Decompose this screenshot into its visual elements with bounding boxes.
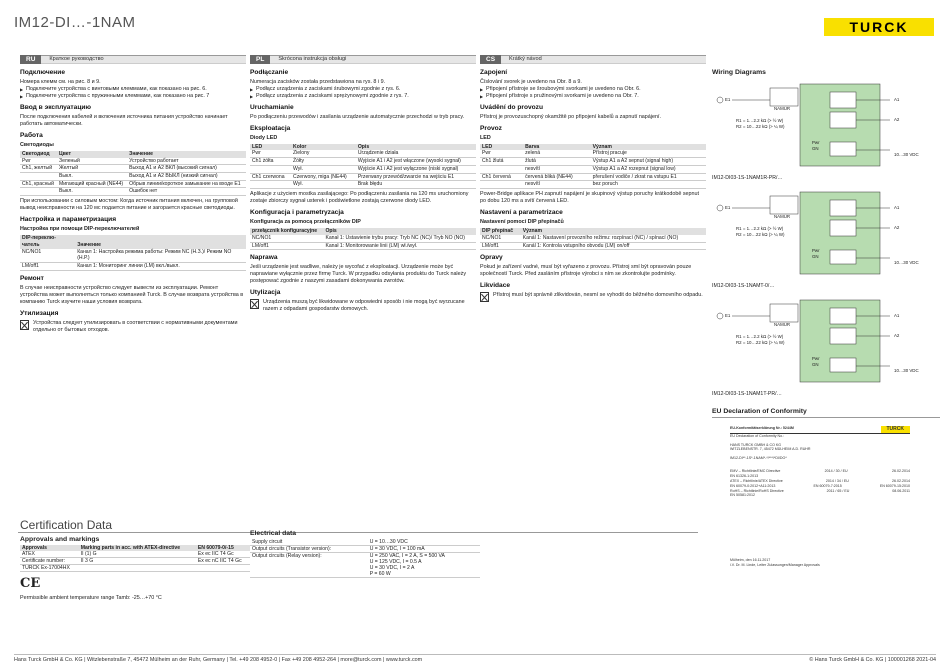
table-row bbox=[20, 188, 246, 196]
paragraph: Přístroj musí být správně zlikvidován, nesmí se vyhodit do běžného domovního odpadu. bbox=[493, 291, 703, 298]
table-row bbox=[250, 242, 476, 250]
table-cell: Přístroj pracuje bbox=[591, 150, 706, 157]
table-header-cell: przełącznik konfiguracyjne bbox=[250, 228, 323, 235]
table-cell: Устройство работает bbox=[127, 158, 246, 165]
wiring-label: A1 bbox=[894, 205, 900, 210]
table-cell bbox=[79, 565, 196, 572]
wiring-label: R2 = 10…22 kΩ (> ¼ W) bbox=[736, 340, 785, 345]
disposal-bin-icon bbox=[480, 292, 489, 302]
table-header-cell: Цвет bbox=[57, 151, 127, 158]
eu-doc-sub: EU Declaration of Conformity No.: bbox=[730, 433, 785, 438]
document-title: IM12-DI…-1NAM bbox=[14, 14, 136, 31]
language-title: Skrócona instrukcja obsługi bbox=[278, 55, 347, 62]
table-cell: Kanál 1: Kontrola vstupního obvodu (LM) on/off bbox=[521, 242, 706, 250]
table-cell: II (1) G bbox=[79, 551, 196, 558]
section-heading: Likvidace bbox=[480, 282, 511, 290]
table-row bbox=[20, 565, 250, 572]
input-block bbox=[770, 88, 798, 106]
table-cell: NC/NO1 bbox=[480, 235, 521, 242]
table-cell: Przerwany przewód/zwarcie na wejściu E1 bbox=[356, 173, 476, 181]
table-cell: Ch1 žlutá bbox=[480, 158, 523, 166]
paragraph: Numeracja zacisków została przedstawiona na rys. 8 i 9. bbox=[250, 78, 386, 85]
approvals-table bbox=[20, 545, 250, 572]
section-heading: Uruchamianie bbox=[250, 104, 294, 112]
section-heading: Ремонт bbox=[20, 274, 44, 282]
table-cell: Ch1, желтый bbox=[20, 165, 57, 173]
table-cell: Желтый bbox=[57, 165, 127, 173]
disposal-bin-icon bbox=[250, 299, 259, 309]
output-block bbox=[830, 328, 856, 344]
table-cell: červená bliká (NE44) bbox=[523, 173, 591, 181]
subheading: Konfiguracja za pomocą przełączników DIP bbox=[250, 219, 361, 225]
table-row bbox=[480, 235, 706, 242]
subheading: Diody LED bbox=[250, 134, 278, 141]
wiring-label: GN bbox=[812, 362, 819, 367]
table-row bbox=[20, 165, 246, 173]
table-cell bbox=[196, 565, 250, 572]
subheading: Светодиоды bbox=[20, 141, 54, 148]
section-heading: Konfiguracja i parametryzacja bbox=[250, 209, 344, 217]
table-cell: Канал 1: Мониторинг линии (LM) вкл./выкл. bbox=[75, 263, 246, 271]
approvals-heading: Approvals and markings bbox=[20, 536, 100, 543]
dip-table bbox=[20, 235, 246, 271]
table-header-cell: Opis bbox=[323, 228, 476, 235]
wiring-label: A2 bbox=[894, 225, 900, 230]
section-heading: Provoz bbox=[480, 124, 502, 132]
table-cell: TURCK Ex-17004HX bbox=[20, 565, 79, 572]
eu-doc-number: 5244M bbox=[782, 426, 794, 430]
table-cell: Wył. bbox=[291, 165, 356, 173]
table-cell: Ошибок нет bbox=[127, 188, 246, 196]
table-cell: ATEX bbox=[20, 551, 79, 558]
table-cell bbox=[480, 165, 523, 173]
table-cell: nesvítí bbox=[523, 181, 591, 189]
subheading: Настройка при помощи DIP-переключателей bbox=[20, 226, 140, 233]
language-bar bbox=[480, 55, 706, 64]
eu-signer: i.V. Dr. M. Linde, Leiter Zulassungen/Manager Approvals bbox=[730, 563, 820, 568]
section-heading: Opravy bbox=[480, 254, 503, 262]
output-block bbox=[830, 112, 856, 128]
table-row bbox=[480, 173, 706, 181]
eu-declaration-document bbox=[730, 420, 910, 620]
ce-mark: CE bbox=[20, 576, 41, 591]
eu-standard-cell: 2014 / 34 / EU bbox=[825, 478, 849, 483]
table-cell: Ex ec IIC T4 Gc bbox=[196, 551, 250, 558]
wiring-label: A1 bbox=[894, 313, 900, 318]
table-row bbox=[480, 242, 706, 250]
table-cell: Мигающий красный (NE44) bbox=[57, 180, 127, 188]
table-cell: Výstup A1 a A2 rozepnut (signal low) bbox=[591, 165, 706, 173]
table-cell: Ex ec nC IIC T4 Gc bbox=[196, 558, 250, 565]
power-block bbox=[830, 250, 856, 264]
wiring-label: R2 = 10…22 kΩ (> ¼ W) bbox=[736, 232, 785, 237]
table-cell: Pwr bbox=[250, 150, 291, 157]
input-block bbox=[770, 304, 798, 322]
table-header-cell: Светодиод bbox=[20, 151, 57, 158]
certification-title: Certification Data bbox=[20, 518, 113, 532]
wiring-label: R1 = 1…2.2 kΩ (> ½ W) bbox=[736, 226, 784, 231]
paragraph: Устройства следует утилизировать в соответствии с нормативными документами отдельно от бытовых отходов. bbox=[33, 319, 238, 333]
table-cell: Выкл. bbox=[57, 188, 127, 196]
wiring-diagram bbox=[712, 296, 940, 384]
disposal-row bbox=[20, 320, 246, 334]
table-cell: Ch1 żółta bbox=[250, 158, 291, 166]
section-heading: Utylizacja bbox=[250, 289, 281, 297]
col-ru bbox=[20, 55, 246, 334]
section-heading: Naprawa bbox=[250, 254, 278, 262]
eu-product: IM12-DI**-1S*-1NAM*-*/***/*DI/DO* bbox=[730, 456, 787, 461]
dip-table bbox=[480, 228, 706, 250]
table-cell: Výstup A1 a A2 sepnut (signal high) bbox=[591, 158, 706, 166]
table-row bbox=[480, 165, 706, 173]
eu-standard-cell: 26.02.2014 bbox=[892, 478, 910, 483]
eu-logo: TURCK bbox=[881, 426, 911, 433]
eu-doc-title: EU-Konformitätserklärung Nr.: bbox=[730, 426, 782, 430]
paragraph: Aplikacje z użyciem mostka zasilającego: Po podłączeniu zasilania na 120 ms uruchomiony zostaje zbiorczy sygnał usterek i podświetlone zostają czerwone diody LED. bbox=[250, 191, 469, 205]
table-row bbox=[20, 249, 246, 263]
relay-block bbox=[830, 92, 856, 108]
table-header-cell: Význam bbox=[521, 228, 706, 235]
wiring-label: 10…30 VDC bbox=[894, 260, 919, 265]
wiring-label: NAMUR bbox=[774, 106, 791, 111]
electrical-table bbox=[250, 539, 480, 578]
table-cell: Kanał 1: Ustawienie trybu pracy: Tryb NC (NC)/ Tryb NO (NO) bbox=[323, 235, 476, 242]
wiring-diagram bbox=[712, 188, 940, 276]
wiring-caption: IM12-DI03-1S-1NAM1R-PR/… bbox=[712, 175, 783, 181]
table-cell bbox=[250, 165, 291, 173]
table-row bbox=[250, 553, 480, 578]
section-heading: Podłączanie bbox=[250, 69, 289, 76]
eu-standard-cell: 2011 / 65 / EU bbox=[826, 488, 850, 493]
paragraph: Jeśli urządzenie jest wadliwe, należy je wycofać z eksploatacji. Urządzenie może być naprawiane wyłącznie przez firmę Turck. W przypadku odsyłania produktu do Turck należy postępować zgodnie z naszymi zasadami dokonywania zwrotów. bbox=[250, 263, 467, 285]
table-header-cell: Opis bbox=[356, 144, 476, 151]
paragraph: Номера клемм см. на рис. 8 и 9. bbox=[20, 78, 101, 85]
eu-standard-cell: 26.02.2014 bbox=[892, 469, 910, 474]
table-row bbox=[250, 181, 476, 189]
table-cell: Kanál 1: Nastavení provozního režimu: rozpínací (NC) / spínací (NO) bbox=[521, 235, 706, 242]
led-table bbox=[20, 151, 246, 196]
wiring-label: A1 bbox=[894, 97, 900, 102]
wiring-label: Pwr bbox=[812, 356, 820, 361]
eu-standard-cell: ATEX – Richtlinie/ATEX Directive bbox=[730, 478, 783, 483]
table-row bbox=[250, 235, 476, 242]
footer-address: Hans Turck GmbH & Co. KG | Witzlebenstraße 7, 45472 Mülheim an der Ruhr, Germany | Tel. +49 208 4952-0 | Fax +49 208 4952-264 | more@turck.com | www.turck.com bbox=[14, 657, 423, 663]
table-header-cell: Значение bbox=[75, 235, 246, 248]
wiring-label: R1 = 1…2.2 kΩ (> ½ W) bbox=[736, 334, 784, 339]
language-code: PL bbox=[250, 55, 270, 64]
table-cell: Обрыв линии/короткое замыкание на входе E1 bbox=[127, 180, 246, 188]
ambient-temperature: Permissible ambient temperature range Tamb: -25…+70 °C bbox=[20, 595, 162, 601]
table-cell: bez poruch bbox=[591, 181, 706, 189]
paragraph: Číslování svorek je uvedeno na Obr. 8 a 9. bbox=[480, 78, 582, 85]
table-header-row bbox=[250, 228, 476, 235]
section-heading: Zapojení bbox=[480, 69, 508, 76]
col-pl bbox=[250, 55, 476, 313]
eu-standard-row bbox=[730, 493, 910, 498]
wiring-label: R2 = 10…22 kΩ (> ¼ W) bbox=[736, 124, 785, 129]
wiring-diagram bbox=[712, 80, 940, 168]
paragraph: После подключения кабелей и включения источника питания устройство начинает работать автоматически. bbox=[20, 113, 228, 127]
eu-standard-cell: EN 60079-0:2012+A11:2013 bbox=[730, 483, 776, 488]
wiring-label: E1 bbox=[725, 97, 731, 102]
power-block bbox=[830, 142, 856, 156]
section-heading: Работа bbox=[20, 132, 43, 140]
table-header-row bbox=[480, 228, 706, 235]
table-cell: Выкл. bbox=[57, 173, 127, 181]
section-heading: Eksploatacja bbox=[250, 124, 291, 132]
wiring-label: GN bbox=[812, 146, 819, 151]
led-table bbox=[480, 144, 706, 189]
table-row bbox=[250, 173, 476, 181]
paragraph: При использовании с силовым мостом: Когда источник питания включен, на групповой вывод неисправности на 120 мс подается питание и загорается красные светодиоды. bbox=[20, 198, 238, 212]
footer-copyright: © Hans Turck GmbH & Co. KG | 100001268 2021-04 bbox=[809, 657, 936, 663]
table-cell: Ch1, красный bbox=[20, 180, 57, 188]
table-cell: Wył. bbox=[291, 181, 356, 189]
table-header-cell: DIP-переклю-чатель bbox=[20, 235, 75, 248]
footer bbox=[14, 654, 936, 663]
table-cell: U = 250 VAC, I = 2 A, S = 500 VA U = 125 VDC, I = 0.5 A U = 30 VDC, I = 2 A P = 60 W bbox=[368, 553, 480, 578]
eu-standard-cell: EN 60079-15:2010 bbox=[879, 483, 910, 488]
language-code: RU bbox=[20, 55, 41, 64]
wiring-caption: IM12-DI03-1S-1NAM1T-PR/… bbox=[712, 391, 782, 397]
table-cell: Ch1 czerwona bbox=[250, 173, 291, 181]
table-cell: Wyjście A1 i A2 jest wyłączone (niski sygnał) bbox=[356, 165, 476, 173]
eu-standard-cell: 2014 / 30 / EU bbox=[824, 469, 848, 474]
table-cell: Pwr bbox=[480, 150, 523, 157]
table-header-row bbox=[20, 151, 246, 158]
table-header-cell: LED bbox=[480, 144, 523, 151]
wiring-label: Pwr bbox=[812, 140, 820, 145]
table-header-row bbox=[250, 144, 476, 151]
wiring-label: 10…30 VDC bbox=[894, 368, 919, 373]
section-heading: Nastavení a parametrizace bbox=[480, 209, 563, 217]
col-cs bbox=[480, 55, 706, 302]
table-row bbox=[20, 158, 246, 165]
table-header-row bbox=[20, 235, 246, 248]
bullet-item: ▶ Připojení přístroje se šroubovými svorkami je uvedeno na Obr. 6. bbox=[480, 86, 706, 93]
table-header-cell: Approvals bbox=[20, 545, 79, 551]
table-row bbox=[250, 158, 476, 166]
table-row bbox=[250, 165, 476, 173]
section-heading: Ввод в эксплуатацию bbox=[20, 104, 92, 112]
table-cell: Żółty bbox=[291, 158, 356, 166]
eu-declaration-title: EU Declaration of Conformity bbox=[712, 408, 940, 418]
disposal-row bbox=[480, 292, 706, 302]
subheading: Nastavení pomocí DIP přepínačů bbox=[480, 219, 564, 225]
eu-standard-cell: 08.06.2011 bbox=[892, 488, 910, 493]
table-cell: Pwr bbox=[20, 158, 57, 165]
turck-logo bbox=[824, 18, 934, 36]
wiring-caption: IM12-DI03-1S-1NAMT-0/… bbox=[712, 283, 775, 289]
table-row bbox=[250, 546, 480, 553]
table-header-row bbox=[480, 144, 706, 151]
table-cell: Czerwony, miga (NE44) bbox=[291, 173, 356, 181]
wiring-label: A2 bbox=[894, 333, 900, 338]
table-header-cell: EN 60079-0/-15 bbox=[196, 545, 250, 551]
table-row bbox=[20, 263, 246, 271]
paragraph: Urządzenia muszą być likwidowane w odpowiedni sposób i nie mogą być wyrzucane razem z odpadami gospodarstw domowych. bbox=[263, 299, 465, 313]
table-header-cell: DIP přepínač bbox=[480, 228, 521, 235]
language-bar bbox=[20, 55, 246, 64]
electrical-section bbox=[250, 530, 480, 580]
paragraph: Pokud je zařízení vadné, musí být vyřazeno z provozu. Přístroj smí být opravován pouze společností Turck. Před zasláním přístroje výrobci s ním se zkontrolujte podmínky. bbox=[480, 263, 692, 278]
eu-standards bbox=[730, 469, 910, 498]
table-cell bbox=[480, 181, 523, 189]
table-cell bbox=[20, 188, 57, 196]
disposal-bin-icon bbox=[20, 320, 29, 330]
table-cell: LM/off1 bbox=[20, 263, 75, 271]
language-bar bbox=[250, 55, 476, 64]
disposal-row bbox=[250, 299, 476, 313]
table-cell: Output circuits (Transistor version): bbox=[250, 546, 368, 553]
wiring-label: A2 bbox=[894, 117, 900, 122]
language-code: CS bbox=[480, 55, 501, 64]
eu-standard-cell: EMV – Richtlinie/EMC Directive bbox=[730, 469, 781, 474]
wiring-label: NAMUR bbox=[774, 322, 791, 327]
eu-company: HANS TURCK GMBH & CO KG bbox=[730, 442, 782, 447]
bullet-item: ▶ Podłącz urządzenia z zaciskami śrubowymi zgodnie z rys. 6. bbox=[250, 86, 476, 93]
table-cell: LM/off1 bbox=[250, 242, 323, 250]
wiring-label: E1 bbox=[725, 313, 731, 318]
table-cell: Brak błędu bbox=[356, 181, 476, 189]
paragraph: Power-Bridge aplikace PH zapnutí napájení je skupinový výstup poruchy krátkodobě sepnut po dobu 120 ms a svítí červená LED. bbox=[480, 191, 700, 205]
wiring-label: NAMUR bbox=[774, 214, 791, 219]
paragraph: В случае неисправности устройство следует вывести из эксплуатации. Ремонт устройства может выполняться только компанией Turck. В случае возврата устройства в компанию Turck изучите наши условия возврата. bbox=[20, 284, 244, 305]
electrical-heading: Electrical data bbox=[250, 530, 297, 537]
table-row bbox=[250, 150, 476, 157]
brand-name: TURCK bbox=[849, 19, 909, 35]
bullet-item: ▶ Podłącz urządzenia z zaciskami sprężynowymi zgodnie z rys. 7. bbox=[250, 93, 476, 100]
eu-address: WITZLEBENSTR. 7, 45472 MÜLHEIM A.D. RUHR bbox=[730, 447, 811, 452]
table-header-cell: Barva bbox=[523, 144, 591, 151]
table-cell: NC/NO1 bbox=[20, 249, 75, 263]
table-row bbox=[20, 558, 250, 565]
language-title: Краткое руководство bbox=[49, 55, 104, 62]
wiring-label: R1 = 1…2.2 kΩ (> ½ W) bbox=[736, 118, 784, 123]
table-cell: U = 10…30 VDC bbox=[368, 539, 480, 546]
eu-place: Mülheim, den 16.11.2017 bbox=[730, 558, 771, 563]
approvals-section bbox=[20, 536, 250, 601]
bullet-item: ▶ Подключите устройства с винтовыми клеммами, как показано на рис. 6. bbox=[20, 86, 246, 93]
section-heading: Uvádění do provozu bbox=[480, 104, 544, 112]
wiring-label: E1 bbox=[725, 205, 731, 210]
table-cell: Zielony bbox=[291, 150, 356, 157]
wiring-label: Pwr bbox=[812, 248, 820, 253]
output-block bbox=[830, 220, 856, 236]
table-cell: Wyjście A1 i A2 jest włączone (wysoki sygnał) bbox=[356, 158, 476, 166]
table-cell: nesvítí bbox=[523, 165, 591, 173]
table-header-cell: Значение bbox=[127, 151, 246, 158]
table-cell bbox=[250, 181, 291, 189]
table-cell: U = 30 VDC, I = 100 mA bbox=[368, 546, 480, 553]
wiring-label: GN bbox=[812, 254, 819, 259]
table-row bbox=[480, 181, 706, 189]
table-row bbox=[20, 173, 246, 181]
table-cell: Urządzenie działa bbox=[356, 150, 476, 157]
relay-block bbox=[830, 200, 856, 216]
table-row bbox=[480, 158, 706, 166]
table-header-cell: LED bbox=[250, 144, 291, 151]
section-heading: Утилизация bbox=[20, 309, 59, 317]
bullet-item: ▶ Připojení přístroje s pružinovými svorkami je uvedeno na Obr. 7. bbox=[480, 93, 706, 100]
table-cell: žlutá bbox=[523, 158, 591, 166]
bullet-item: ▶ Подключите устройства с пружинными клеммами, как показано на рис. 7 bbox=[20, 93, 246, 100]
input-block bbox=[770, 196, 798, 214]
eu-standard-cell: RoHS – Richtlinie/RoHS Directive bbox=[730, 488, 784, 493]
table-cell: Certificate number: bbox=[20, 558, 79, 565]
table-cell: LM/off1 bbox=[480, 242, 521, 250]
table-cell: Kanał 1: Monitorowanie linii (LM) wł./wył. bbox=[323, 242, 476, 250]
table-cell: Supply circuit bbox=[250, 539, 368, 546]
relay-block bbox=[830, 308, 856, 324]
subheading: LED bbox=[480, 134, 491, 141]
table-row bbox=[20, 180, 246, 188]
table-row bbox=[480, 150, 706, 157]
table-cell: Зеленый bbox=[57, 158, 127, 165]
led-table bbox=[250, 144, 476, 189]
table-cell: Выход A1 и A2 ВЫКЛ (низкий сигнал) bbox=[127, 173, 246, 181]
dip-table bbox=[250, 228, 476, 250]
table-header-cell: Marking parts in acc. with ATEX-directive bbox=[79, 545, 196, 551]
section-heading: Настройка и параметризация bbox=[20, 216, 117, 224]
section-heading: Подключение bbox=[20, 69, 66, 76]
table-cell: II 3 G bbox=[79, 558, 196, 565]
eu-standard-cell: EN 60079-7:2015 bbox=[813, 483, 842, 488]
table-header-cell: Kolor bbox=[291, 144, 356, 151]
table-cell: zelená bbox=[523, 150, 591, 157]
wiring-label: 10…30 VDC bbox=[894, 152, 919, 157]
table-cell: Выход A1 и A2 ВКЛ (высокий сигнал) bbox=[127, 165, 246, 173]
eu-standard-cell: EN 50581:2012 bbox=[730, 493, 755, 498]
language-title: Krátký návod bbox=[509, 55, 542, 62]
table-cell: Output circuits (Relay version): bbox=[250, 553, 368, 578]
table-cell: Ch1 červená bbox=[480, 173, 523, 181]
wiring-title: Wiring Diagrams bbox=[712, 69, 766, 76]
table-cell bbox=[20, 173, 57, 181]
paragraph: Přístroj je provozuschopný okamžitě po připojení kabelů a zapnutí napájení. bbox=[480, 113, 661, 120]
paragraph: Po podłączeniu przewodów i zasilania urządzenie automatycznie przechodzi w tryb pracy. bbox=[250, 113, 465, 120]
table-cell: NC/NO1 bbox=[250, 235, 323, 242]
table-header-cell: Význam bbox=[591, 144, 706, 151]
table-cell: Канал 1: Настройка режима работы: Режим NC (Н.З.)/ Режим NO (Н.Р.) bbox=[75, 249, 246, 263]
eu-standard-cell: EN 61326-1:2013 bbox=[730, 473, 759, 478]
power-block bbox=[830, 358, 856, 372]
table-cell: přerušení vodiče / zkrat na vstupu E1 bbox=[591, 173, 706, 181]
